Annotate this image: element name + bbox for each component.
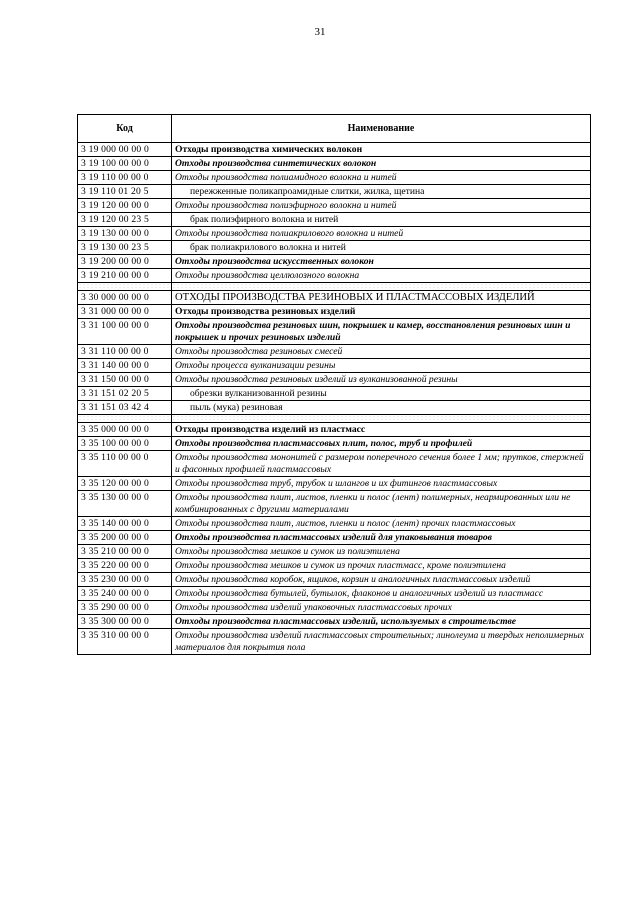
code-cell: 3 19 110 01 20 5 [78,185,172,199]
code-cell: 3 35 310 00 00 0 [78,629,172,655]
code-cell: 3 35 140 00 00 0 [78,517,172,531]
table-body [78,143,591,655]
name-cell [172,283,591,291]
name-cell: Отходы производства изделий упаковочных пластмассовых прочих [172,601,591,615]
table-row [78,545,591,559]
scan-noise [78,283,171,290]
name-cell: Отходы производства полиэфирного волокна и нитей [172,199,591,213]
code-cell: 3 35 230 00 00 0 [78,573,172,587]
code-cell [78,415,172,423]
name-cell: Отходы производства изделий пластмассовых строительных; линолеума и твердых неполимерных материалов для покрытия пола [172,629,591,655]
code-cell: 3 35 100 00 00 0 [78,437,172,451]
name-cell: Отходы производства мешков и сумок из прочих пластмасс, кроме полиэтилена [172,559,591,573]
name-cell: пережженные поликапроамидные слитки, жилка, щетина [172,185,591,199]
table-row [78,387,591,401]
table-row [78,629,591,655]
table-row [78,319,591,345]
table-row [78,491,591,517]
code-cell: 3 35 000 00 00 0 [78,423,172,437]
name-cell: Отходы производства пластмассовых изделий, используемых в строительстве [172,615,591,629]
table-row [78,451,591,477]
name-cell: Отходы производства резиновых смесей [172,345,591,359]
code-cell: 3 19 120 00 00 0 [78,199,172,213]
table-row [78,359,591,373]
code-cell: 3 31 151 03 42 4 [78,401,172,415]
name-cell: Отходы производства резиновых шин, покрышек и камер, восстановления резиновых шин и покрышек и прочих резиновых изделий [172,319,591,345]
name-cell: Отходы производства искусственных волокон [172,255,591,269]
name-cell: Отходы процесса вулканизации резины [172,359,591,373]
table-row [78,601,591,615]
code-cell: 3 19 130 00 23 5 [78,241,172,255]
name-cell: Отходы производства полиакрилового волокна и нитей [172,227,591,241]
separator-row [78,415,591,423]
code-cell: 3 35 200 00 00 0 [78,531,172,545]
separator-row [78,283,591,291]
code-cell: 3 19 130 00 00 0 [78,227,172,241]
name-cell: пыль (мука) резиновая [172,401,591,415]
table-row [78,373,591,387]
code-cell: 3 35 120 00 00 0 [78,477,172,491]
code-cell: 3 35 300 00 00 0 [78,615,172,629]
table-row [78,437,591,451]
table-header-row [78,115,591,143]
code-cell: 3 31 000 00 00 0 [78,305,172,319]
name-cell: Отходы производства резиновых изделий из вулканизованной резины [172,373,591,387]
table-row [78,559,591,573]
name-cell: Отходы производства синтетических волокон [172,157,591,171]
table-row [78,517,591,531]
page-number: 31 [314,26,326,38]
name-cell: Отходы производства труб, трубок и шлангов и их фитингов пластмассовых [172,477,591,491]
name-cell: Отходы производства целлюлозного волокна [172,269,591,283]
table-row [78,573,591,587]
code-cell: 3 35 220 00 00 0 [78,559,172,573]
code-cell: 3 35 290 00 00 0 [78,601,172,615]
code-cell: 3 19 200 00 00 0 [78,255,172,269]
scan-noise [172,415,590,422]
table-row [78,241,591,255]
table-row [78,213,591,227]
name-cell: Отходы производства мононитей с размером поперечного сечения более 1 мм; прутков, стержней и фасонных профилей пластмассовых [172,451,591,477]
table-row [78,401,591,415]
name-cell: Отходы производства пластмассовых изделий для упаковывания товаров [172,531,591,545]
name-cell: брак полиэфирного волокна и нитей [172,213,591,227]
table-row [78,423,591,437]
name-cell: Отходы производства мешков и сумок из полиэтилена [172,545,591,559]
table-row [78,227,591,241]
code-cell: 3 19 100 00 00 0 [78,157,172,171]
name-cell: Отходы производства плит, листов, пленки и полос (лент) прочих пластмассовых [172,517,591,531]
name-cell: Отходы производства плит, листов, пленки и полос (лент) полимерных, неармированных или не комбинированных с другими материалами [172,491,591,517]
code-cell: 3 31 150 00 00 0 [78,373,172,387]
name-cell: Отходы производства пластмассовых плит, полос, труб и профилей [172,437,591,451]
name-cell: Отходы производства резиновых изделий [172,305,591,319]
table-row [78,531,591,545]
code-cell: 3 31 110 00 00 0 [78,345,172,359]
scan-noise [78,415,171,422]
name-cell: Отходы производства полиамидного волокна и нитей [172,171,591,185]
table-row [78,199,591,213]
column-header-code: Код [78,115,172,143]
name-cell: Отходы производства бутылей, бутылок, флаконов и аналогичных изделий из пластмасс [172,587,591,601]
code-cell: 3 35 210 00 00 0 [78,545,172,559]
code-cell: 3 31 100 00 00 0 [78,319,172,345]
table-row [78,171,591,185]
table-row [78,269,591,283]
name-cell: ОТХОДЫ ПРОИЗВОДСТВА РЕЗИНОВЫХ И ПЛАСТМАССОВЫХ ИЗДЕЛИЙ [172,291,591,305]
code-cell: 3 31 151 02 20 5 [78,387,172,401]
code-cell: 3 19 110 00 00 0 [78,171,172,185]
table-row [78,143,591,157]
table-row [78,291,591,305]
code-cell [78,283,172,291]
name-cell: Отходы производства химических волокон [172,143,591,157]
table-row [78,157,591,171]
table-row [78,255,591,269]
name-cell: брак полиакрилового волокна и нитей [172,241,591,255]
name-cell: обрезки вулканизованной резины [172,387,591,401]
table-row [78,185,591,199]
code-cell: 3 19 210 00 00 0 [78,269,172,283]
waste-code-table [77,114,591,655]
table-row [78,305,591,319]
name-cell [172,415,591,423]
table-row [78,587,591,601]
code-cell: 3 31 140 00 00 0 [78,359,172,373]
scan-noise [172,283,590,290]
code-cell: 3 30 000 00 00 0 [78,291,172,305]
code-cell: 3 35 110 00 00 0 [78,451,172,477]
name-cell: Отходы производства изделий из пластмасс [172,423,591,437]
table-row [78,345,591,359]
table-row [78,477,591,491]
code-cell: 3 19 000 00 00 0 [78,143,172,157]
code-cell: 3 35 130 00 00 0 [78,491,172,517]
column-header-name: Наименование [172,115,591,143]
code-cell: 3 19 120 00 23 5 [78,213,172,227]
code-cell: 3 35 240 00 00 0 [78,587,172,601]
table-row [78,615,591,629]
name-cell: Отходы производства коробок, ящиков, корзин и аналогичных пластмассовых изделий [172,573,591,587]
